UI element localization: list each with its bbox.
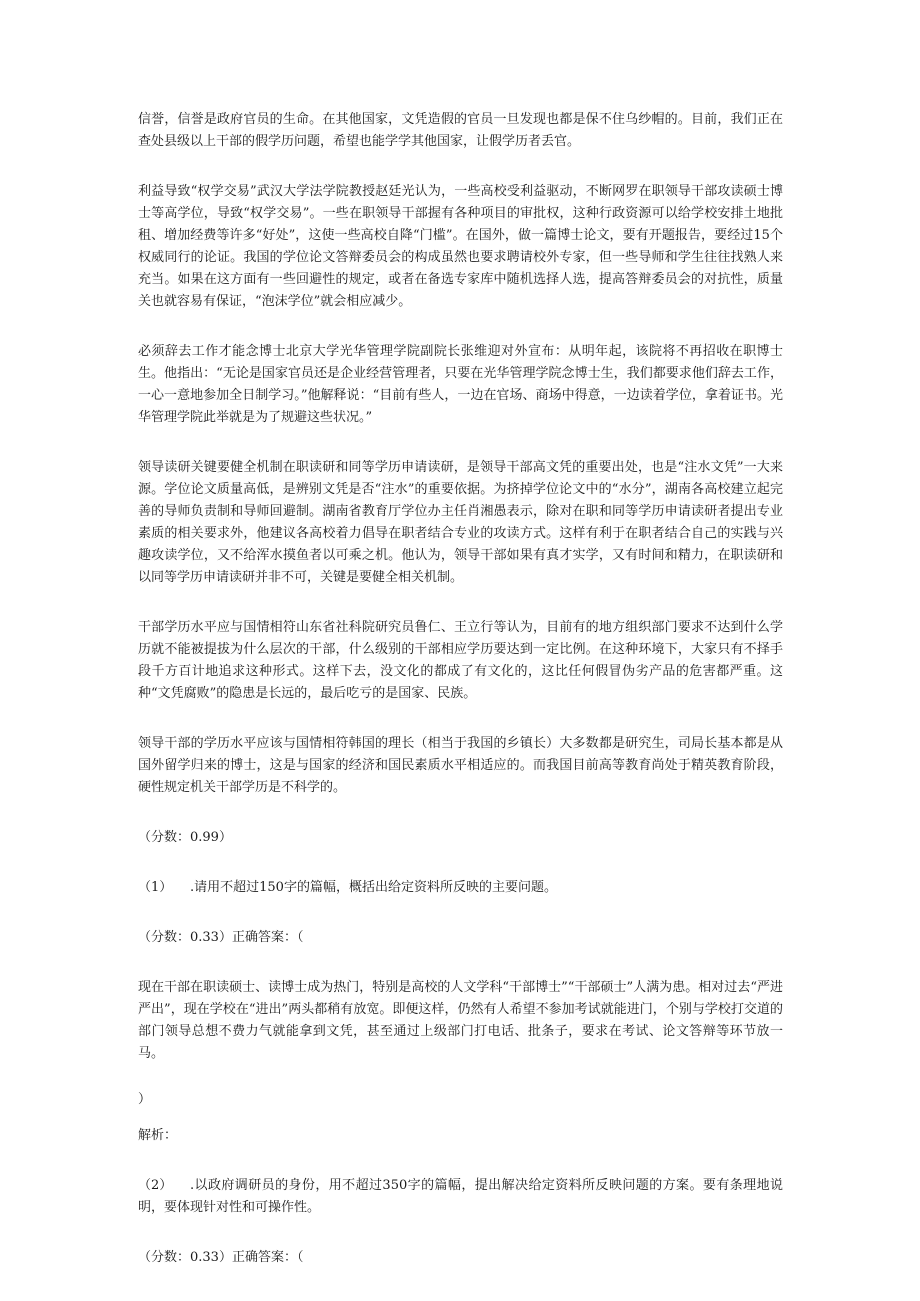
paragraph-credibility: 信誉，信誉是政府官员的生命。在其他国家，文凭造假的官员一旦发现也都是保不住乌纱帽的。目前，我们正在查处县级以上干部的假学历问题，希望也能学学其他国家，让假学历者丢官。 <box>138 112 783 149</box>
question-1-answer: 现在干部在职读硕士、读博士成为热门，特别是高校的人文学科“干部博士”“干部硕士”人满为患。相对过去“严进严出”，现在学校在“进出”两头都稍有放宽。即便这样，仍然有人希望不参加考试就能进门，个别与学校打交道的部门领导总想不费力气就能拿到文凭，甚至通过上级部门打电话、批条子，要求在考试、论文答辩等环节放一马。 <box>138 980 783 1061</box>
question-2-text: .以政府调研员的身份，用不超过350字的篇幅，提出解决给定资料所反映问题的方案。要有条理地说明，要体现针对性和可操作性。 <box>138 1178 783 1215</box>
question-2 <box>138 1175 783 1219</box>
question-2-score-answer: （分数：0.33）正确答案：（ <box>138 1250 304 1265</box>
paragraph-national-conditions: 干部学历水平应与国情相符山东省社科院研究员鲁仁、王立行等认为，目前有的地方组织部门要求不达到什么学历就不能被提拔为什么层次的干部，什么级别的干部相应学历要达到一定比例。在这种环境下，大家只有不择手段千方百计地追求这种形式。这样下去，没文化的都成了有文化的，这比任何假冒伪劣产品的危害都严重。这种“文凭腐败”的隐患是长远的，最后吃亏的是国家、民族。 <box>138 620 783 701</box>
question-2-number: （2） <box>138 1178 173 1193</box>
question-1-analysis: 解析： <box>138 1128 178 1143</box>
paragraph-power-degree-trade: 利益导致“权学交易”武汉大学法学院教授赵廷光认为，一些高校受利益驱动，不断网罗在职领导干部攻读硕士博士等高学位，导致“权学交易”。一些在职领导干部握有各种项目的审批权，这种行政资源可以给学校安排土地批租、增加经费等许多“好处”，这使一些高校自降“门槛”。在国外，做一篇博士论文，要有开题报告，要经过15个权威同行的论证。我国的学位论文答辩委员会的构成虽然也要求聘请校外专家，但一些导师和学生往往找熟人来充当。如果在这方面有一些回避性的规定，或者在备选专家库中随机选择人选，提高答辩委员会的对抗性，质量关也就容易有保证，“泡沫学位”就会相应减少。 <box>138 184 783 309</box>
question-1-text: .请用不超过150字的篇幅，概括出给定资料所反映的主要问题。 <box>190 880 557 895</box>
document-page <box>138 109 783 1269</box>
paragraph-mechanism: 领导读研关键要健全机制在职读研和同等学历申请读研，是领导干部高文凭的重要出处，也是“注水文凭”一大来源。学位论文质量高低，是辨别文凭是否“注水”的重要依据。为挤掉学位论文中的“水分”，湖南各高校建立起完善的导师负责制和导师回避制。湖南省教育厅学位办主任肖湘愚表示，除对在职和同等学历申请读研者提出专业素质的相关要求外，他建议各高校着力倡导在职者结合专业的攻读方式。这样有利于在职者结合自己的实践与兴趣攻读学位，又不给浑水摸鱼者以可乘之机。他认为，领导干部如果有真才实学，又有时间和精力，在职读研和以同等学历申请读研并非不可，关键是要健全相关机制。 <box>138 460 783 585</box>
question-1-close-paren: ） <box>138 1092 152 1107</box>
question-1-score-answer: （分数：0.33）正确答案：（ <box>138 930 304 945</box>
question-1 <box>138 877 783 899</box>
paragraph-quit-job-for-phd: 必须辞去工作才能念博士北京大学光华管理学院副院长张维迎对外宣布：从明年起，该院将不再招收在职博士生。他指出：“无论是国家官员还是企业经营管理者，只要在光华管理学院念博士生，我们都要求他们辞去工作，一心一意地参加全日制学习。”他解释说：“目前有些人，一边在官场、商场中得意，一边读着学位，拿着证书。光华管理学院此举就是为了规避这些状况。” <box>138 344 783 425</box>
score-total: （分数：0.99） <box>138 830 232 845</box>
paragraph-korea-comparison: 领导干部的学历水平应该与国情相符韩国的理长（相当于我国的乡镇长）大多数都是研究生，司局长基本都是从国外留学归来的博士，这是与国家的经济和国民素质水平相适应的。而我国目前高等教育尚处于精英教育阶段，硬性规定机关干部学历是不科学的。 <box>138 736 783 795</box>
question-1-number: （1） <box>138 880 173 895</box>
